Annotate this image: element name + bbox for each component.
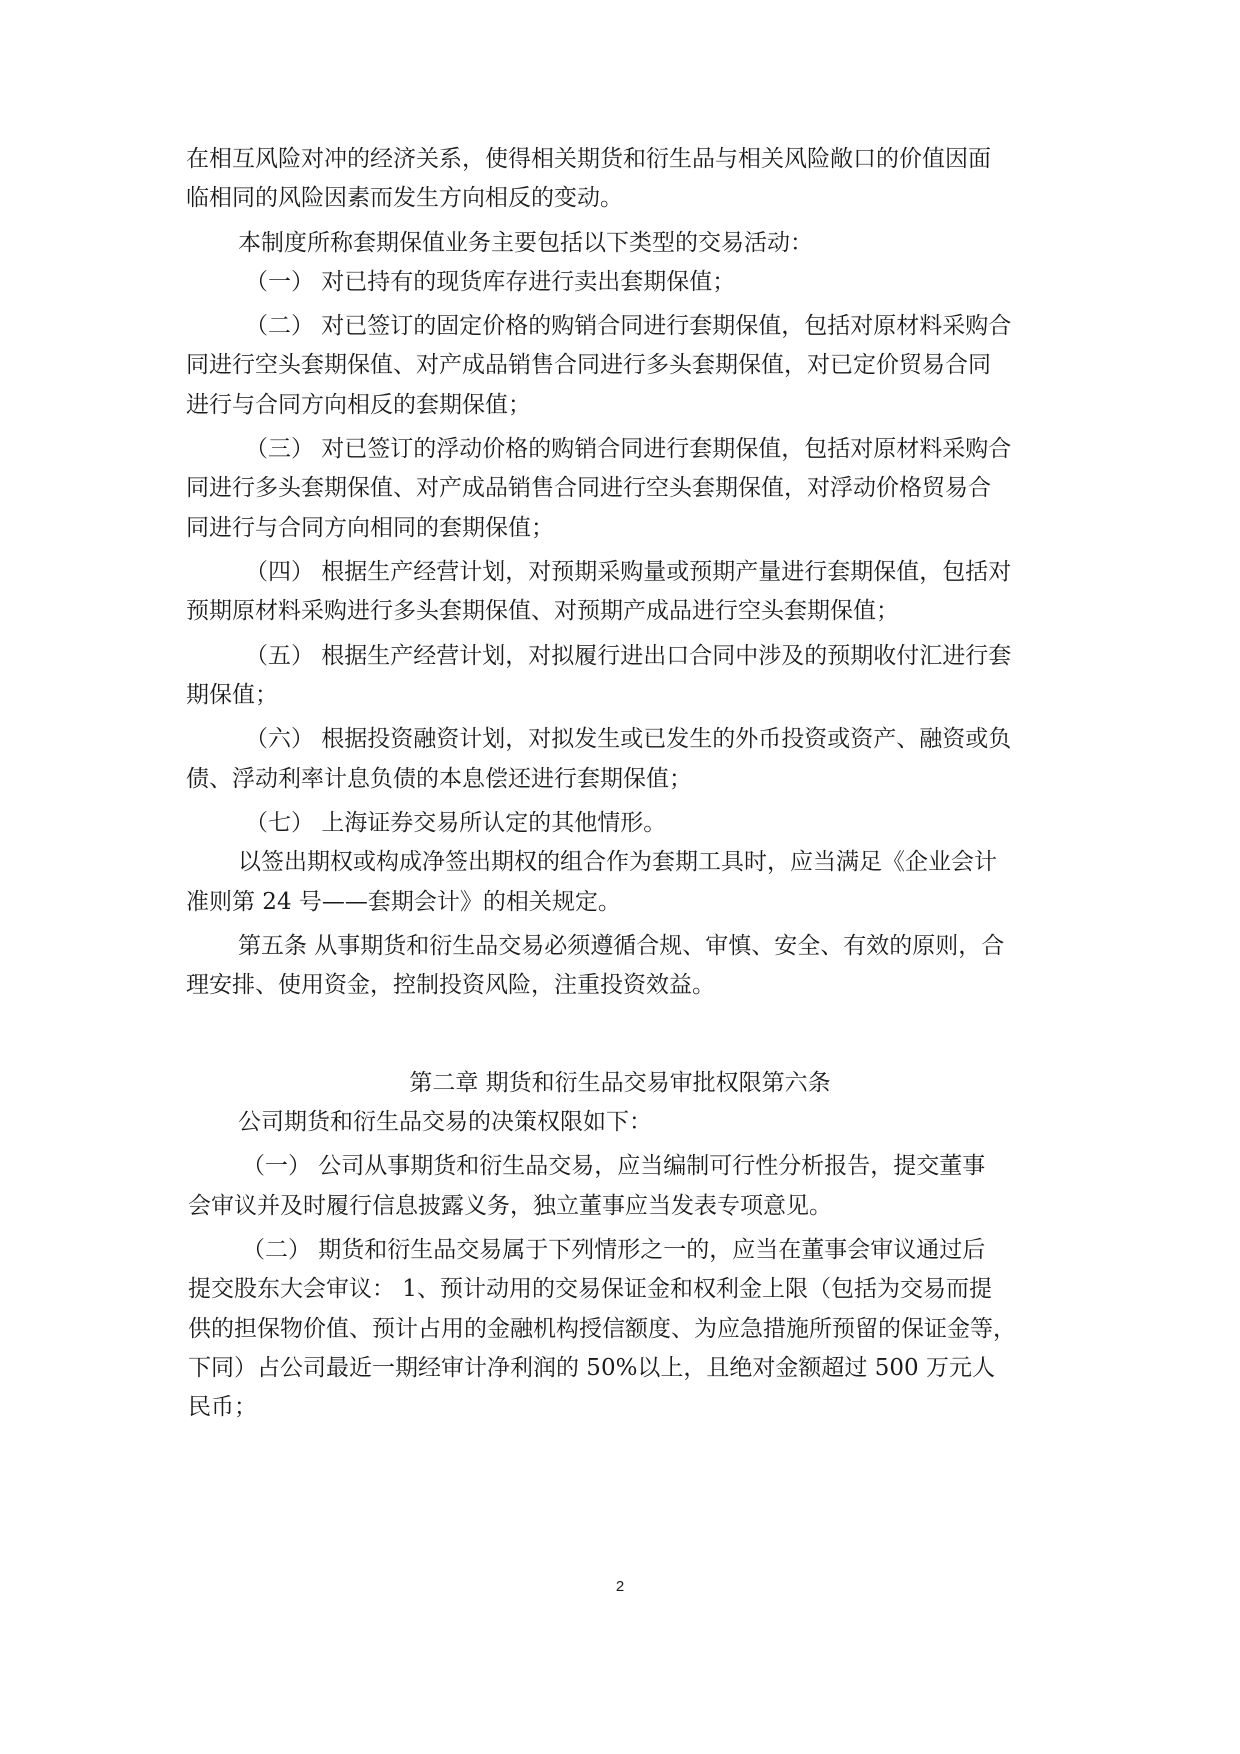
text-line: 会审议并及时履行信息披露义务，独立董事应当发表专项意见。 <box>188 1193 832 1219</box>
text-line: （三） 对已签订的浮动价格的购销合同进行套期保值，包括对原材料采购合 <box>245 436 1012 462</box>
text-line: 期保值； <box>186 682 278 708</box>
text-line: 供的担保物价值、预计占用的金融机构授信额度、为应急措施所预留的保证金等， <box>188 1316 1016 1342</box>
text-line: 理安排、使用资金，控制投资风险，注重投资效益。 <box>186 972 715 998</box>
text-line: 债、浮动利率计息负债的本息偿还进行套期保值； <box>186 766 692 792</box>
text-line: 同进行与合同方向相同的套期保值； <box>186 515 554 541</box>
text-line: （六） 根据投资融资计划，对拟发生或已发生的外币投资或资产、融资或负 <box>245 726 1012 752</box>
text-line: （一） 对已持有的现货库存进行卖出套期保值； <box>245 269 736 295</box>
text-line: 第五条 从事期货和衍生品交易必须遵循合规、审慎、安全、有效的原则，合 <box>238 933 1005 959</box>
text-line: （二） 期货和衍生品交易属于下列情形之一的，应当在董事会审议通过后 <box>242 1237 986 1263</box>
text-line: 同进行空头套期保值、对产成品销售合同进行多头套期保值，对已定价贸易合同 <box>186 352 991 378</box>
text-line: 本制度所称套期保值业务主要包括以下类型的交易活动： <box>238 230 813 256</box>
chapter-heading: 第二章 期货和衍生品交易审批权限第六条 <box>409 1070 831 1096</box>
text-line: 提交股东大会审议： 1、预计动用的交易保证金和权利金上限（包括为交易而提 <box>188 1276 992 1302</box>
text-line: （四） 根据生产经营计划，对预期采购量或预期产量进行套期保值，包括对 <box>245 559 1012 585</box>
text-line: 准则第 24 号——套期会计》的相关规定。 <box>186 889 621 915</box>
text-line: 下同）占公司最近一期经审计净利润的 50%以上，且绝对金额超过 500 万元人 <box>188 1355 995 1381</box>
text-line: （一） 公司从事期货和衍生品交易，应当编制可行性分析报告，提交董事 <box>242 1153 986 1179</box>
text-line: 在相互风险对冲的经济关系，使得相关期货和衍生品与相关风险敞口的价值因面 <box>186 146 991 172</box>
text-line: （二） 对已签订的固定价格的购销合同进行套期保值，包括对原材料采购合 <box>245 313 1012 339</box>
text-line: 预期原材料采购进行多头套期保值、对预期产成品进行空头套期保值； <box>186 598 899 624</box>
page-number: 2 <box>615 1578 625 1595</box>
text-line: （七） 上海证券交易所认定的其他情形。 <box>245 810 667 836</box>
text-line: 临相同的风险因素而发生方向相反的变动。 <box>186 185 623 211</box>
text-line: 民币； <box>188 1394 257 1420</box>
text-line: 以签出期权或构成净签出期权的组合作为套期工具时，应当满足《企业会计 <box>238 849 997 875</box>
text-line: 进行与合同方向相反的套期保值； <box>186 392 531 418</box>
text-line: 公司期货和衍生品交易的决策权限如下： <box>238 1109 652 1135</box>
text-line: 同进行多头套期保值、对产成品销售合同进行空头套期保值，对浮动价格贸易合 <box>186 475 991 501</box>
text-line: （五） 根据生产经营计划，对拟履行进出口合同中涉及的预期收付汇进行套 <box>245 643 1012 669</box>
